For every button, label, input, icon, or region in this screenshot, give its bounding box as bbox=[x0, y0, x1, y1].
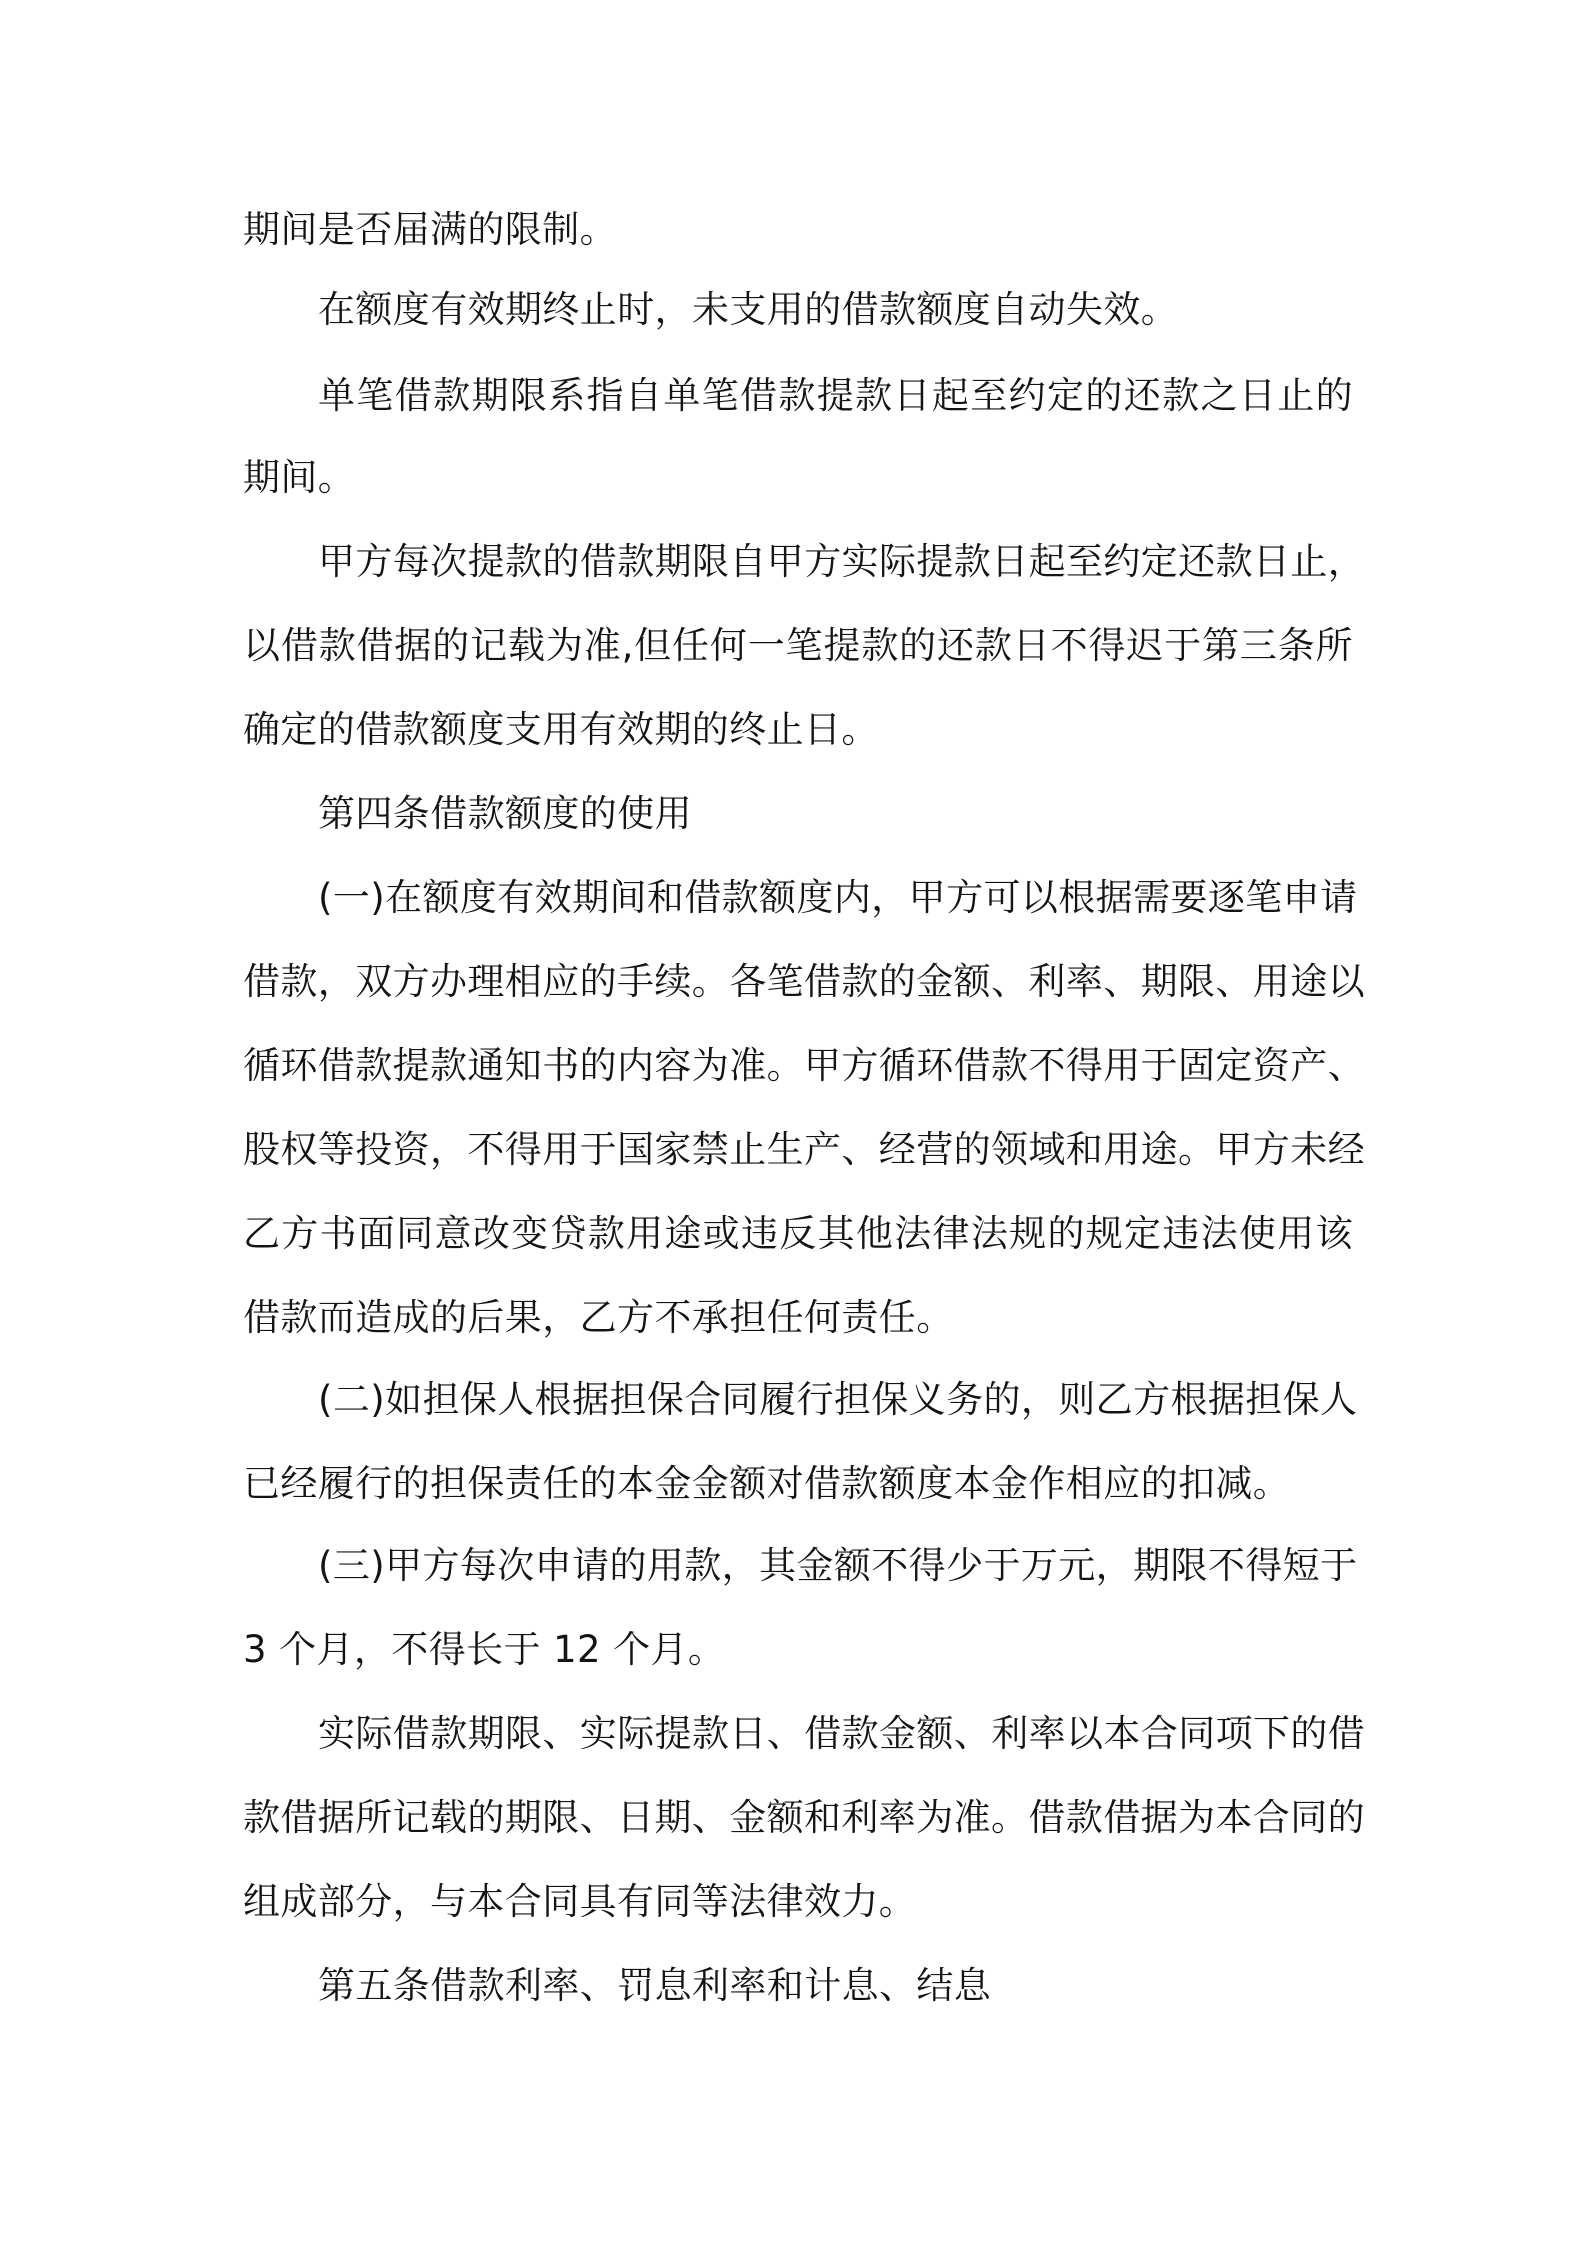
text-line: 款借据所记载的期限、日期、金额和利率为准。借款借据为本合同的 bbox=[243, 1796, 1365, 1839]
text-line: (三)甲方每次申请的用款，其金额不得少于万元，期限不得短于 bbox=[318, 1544, 1358, 1587]
text-line: 3 个月，不得长于 12 个月。 bbox=[243, 1628, 726, 1671]
text-line: 借款而造成的后果，乙方不承担任何责任。 bbox=[243, 1296, 954, 1339]
text-line: 期间是否届满的限制。 bbox=[243, 208, 617, 251]
text-line: 循环借款提款通知书的内容为准。甲方循环借款不得用于固定资产、 bbox=[243, 1044, 1365, 1087]
section-heading: 第四条借款额度的使用 bbox=[318, 792, 692, 835]
text-line: 确定的借款额度支用有效期的终止日。 bbox=[243, 708, 879, 751]
section-heading: 第五条借款利率、罚息利率和计息、结息 bbox=[318, 1964, 992, 2007]
text-line: 期间。 bbox=[243, 456, 356, 499]
text-line: 实际借款期限、实际提款日、借款金额、利率以本合同项下的借 bbox=[318, 1712, 1366, 1755]
text-line: 组成部分，与本合同具有同等法律效力。 bbox=[243, 1880, 917, 1923]
text-line: (一)在额度有效期间和借款额度内，甲方可以根据需要逐笔申请 bbox=[318, 876, 1358, 919]
text-line: 单笔借款期限系指自单笔借款提款日起至约定的还款之日止的 bbox=[318, 374, 1353, 417]
text-line: 以借款借据的记载为准,但任何一笔提款的还款日不得迟于第三条所 bbox=[243, 624, 1353, 667]
text-line: (二)如担保人根据担保合同履行担保义务的，则乙方根据担保人 bbox=[318, 1378, 1358, 1421]
text-line: 乙方书面同意改变贷款用途或违反其他法律法规的规定违法使用该 bbox=[243, 1212, 1353, 1255]
text-line: 股权等投资，不得用于国家禁止生产、经营的领域和用途。甲方未经 bbox=[243, 1128, 1365, 1171]
text-line: 借款，双方办理相应的手续。各笔借款的金额、利率、期限、用途以 bbox=[243, 960, 1365, 1003]
text-line: 已经履行的担保责任的本金金额对借款额度本金作相应的扣减。 bbox=[243, 1462, 1291, 1505]
text-line: 在额度有效期终止时，未支用的借款额度自动失效。 bbox=[318, 288, 1179, 331]
text-line: 甲方每次提款的借款期限自甲方实际提款日起至约定还款日止， bbox=[318, 540, 1366, 583]
